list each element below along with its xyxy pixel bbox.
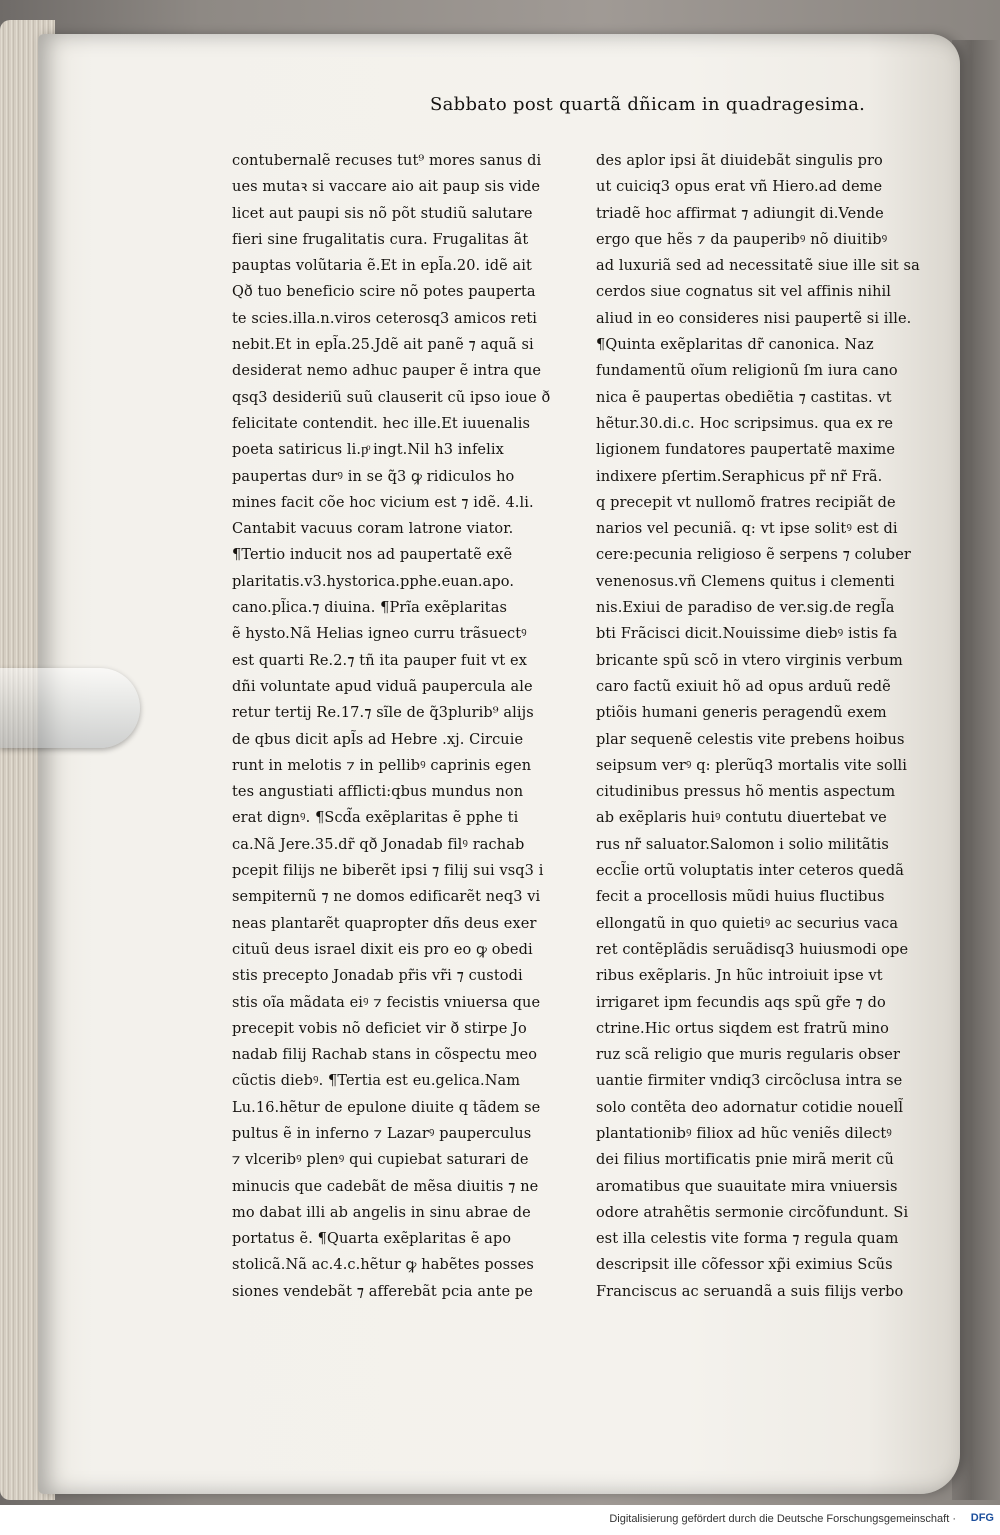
text-line: solo contẽta deo adornatur cotidie nouell̃ (596, 1099, 904, 1116)
text-line: stis oĩa mãdata eiꝰ ⁊ fecistis vniuersa que (232, 994, 541, 1011)
text-line: poeta satiricus li.pͦ ingt.Nil h3 infelix (232, 442, 504, 459)
text-line: fecit a procellosis mũdi huius fluctibus (596, 889, 885, 906)
text-line: desiderat nemo adhuc pauper ẽ intra que (232, 363, 542, 380)
page-clip (0, 668, 140, 748)
text-line: aromatibus que suauitate mira vniuersis (596, 1178, 898, 1195)
text-line: hẽtur.30.di.c. Hoc scripsimus. qua ex re (596, 415, 894, 432)
footer-credit: Digitalisierung gefördert durch die Deutsche Forschungsgemeinschaft · (609, 1513, 956, 1525)
text-line: ligionem fundatores paupertatẽ maxime (596, 442, 896, 459)
text-line: ptiõis humani generis peragendũ exem (596, 705, 887, 722)
text-line: ad luxuriã sed ad necessitatẽ siue ille sit sa (596, 258, 920, 275)
text-line: minucis que cadebãt de mẽsa diuitis ⁊ ne (232, 1178, 539, 1195)
text-line: pcepit filijs ne biberẽt ipsi ⁊ filij sui vsq3 i (232, 863, 544, 880)
text-line: Cantabit vacuus coram latrone viator. (232, 521, 514, 538)
text-line: plaritatis.v3.hystorica.pphe.euan.apo. (232, 573, 515, 590)
text-line: siones vendebãt ⁊ afferebãt pcia ante pe (232, 1283, 533, 1300)
text-line: precepit vobis nõ deficiet vir ð stirpe Jo (232, 1020, 527, 1037)
text-line: contubernalẽ recuses tut⁹ mores sanus di (232, 153, 542, 169)
text-line: ⁊ vlceribꝰ plenꝰ qui cupiebat saturari de (232, 1152, 529, 1169)
text-line: cano.pl̃ica.⁊ diuina. ¶Prĩa exẽplaritas (232, 600, 508, 617)
text-line: pauptas volũtaria ẽ.Et in epl̃a.20. idẽ ait (232, 258, 532, 275)
dfg-logo: DFG (970, 1512, 994, 1524)
text-line: dei filius mortificatis pnie mirã merit cũ (596, 1152, 894, 1169)
text-line: q precepit vt nullomõ fratres recipiãt de (596, 494, 896, 511)
text-line: indixere pſertim.Seraphicus pr̃ nr̃ Frã. (596, 468, 883, 485)
text-line: eccl̃ie ortũ voluptatis inter ceteros quedã (596, 863, 904, 880)
text-line: retur tertij Re.17.⁊ sĩle de q̃3plurib⁹ alijs (232, 705, 534, 722)
text-line: sempiternũ ⁊ ne domos edificarẽt neq3 vi (232, 889, 541, 906)
text-line: nica ẽ paupertas obediẽtia ⁊ castitas. vt (596, 389, 892, 406)
text-line: triadẽ hoc affirmat ⁊ adiungit di.Vende (596, 205, 884, 222)
text-line: bti Frãcisci dicit.Nouissime diebꝰ istis fa (596, 626, 898, 643)
text-line: ¶Quinta exẽplaritas dr̃ canonica. Naz (596, 337, 874, 354)
text-line: descripsit ille cõfessor xp̃i eximius Scũs (596, 1257, 893, 1274)
text-line: uantie firmiter vndiq3 circõclusa intra se (596, 1073, 903, 1090)
text-line: tes angustiati afflicti:qbus mundus non (232, 784, 524, 801)
text-line: plar sequenẽ celestis vite prebens hoibus (596, 731, 905, 748)
text-line: ca.Nã Jere.35.dr̃ qð Jonadab filꝰ rachab (232, 836, 525, 853)
text-line: de qbus dicit apl̃s ad Hebre .xj. Circuie (232, 731, 524, 748)
text-line: cere:pecunia religioso ẽ serpens ⁊ coluber (596, 547, 911, 564)
text-line: cerdos siue cognatus sit vel affinis nihil (596, 284, 891, 301)
text-line: nadab filij Rachab stans in cõspectu meo (232, 1047, 538, 1064)
text-line: pultus ẽ in inferno ⁊ Lazarꝰ pauperculus (232, 1125, 532, 1142)
text-line: stis precepto Jonadab pr̃is vr̃i ⁊ custodi (232, 968, 523, 985)
right-text-column (596, 148, 946, 1300)
text-line: runt in melotis ⁊ in pellibꝰ caprinis egen (232, 757, 532, 774)
text-line: qsq3 desideriũ suũ clauserit cũ ipso ioue ð (232, 389, 551, 406)
text-line: nis.Exiui de paradiso de ver.sig.de regl̃a (596, 600, 895, 617)
text-line: cũctis diebꝰ. ¶Tertia est eu.gelica.Nam (232, 1073, 521, 1090)
text-line: ribus exẽplaris. Jn hũc introiuit ipse vt (596, 968, 883, 985)
left-text-column (232, 148, 582, 1300)
text-line: des aplor ipsi ãt diuidebãt singulis pro (596, 153, 883, 169)
text-line: erat dignꝰ. ¶Scd̃a exẽplaritas ẽ pphe ti (232, 810, 519, 827)
text-line: te scies.illa.n.viros ceterosq3 amicos reti (232, 310, 538, 327)
text-line: ut cuiciq3 opus erat vñ Hiero.ad deme (596, 179, 883, 196)
text-line: est quarti Re.2.⁊ tñ ita pauper fuit vt ex (232, 652, 528, 669)
text-line: ues mutaꝛ si vaccare aio ait paup sis vide (232, 179, 541, 196)
text-line: ctrine.Hic ortus siqdem est fratrũ mino (596, 1020, 889, 1037)
text-line: licet aut paupi sis nõ põt studiũ salutare (232, 205, 533, 222)
text-line: citudinibus pressus hõ mentis aspectum (596, 784, 896, 801)
text-line: narios vel pecuniã. q: vt ipse solitꝰ est di (596, 521, 898, 538)
text-line: ellongatũ in quo quietiꝰ ac securius vaca (596, 915, 899, 932)
text-line: stolicã.Nã ac.4.c.hẽtur ꝙ habẽtes posses (232, 1257, 534, 1274)
text-line: odore atrahẽtis sermonie circõfundunt. Si (596, 1204, 909, 1221)
text-line: ruz scã religio que muris regularis obser (596, 1047, 900, 1064)
text-line: mo dabat illi ab angelis in sinu abrae de (232, 1204, 531, 1221)
text-line: felicitate contendit. hec ille.Et iuuenalis (232, 415, 531, 432)
text-line: aliud in eo consideres nisi paupertẽ si ille. (596, 310, 912, 327)
footer-bar (0, 1505, 1000, 1535)
text-line: Qð tuo beneficio scire nõ potes pauperta (232, 284, 536, 301)
text-line: nebit.Et in epl̃a.25.Jdẽ ait panẽ ⁊ aquã si (232, 337, 534, 354)
text-line: fieri sine frugalitatis cura. Frugalitas ãt (232, 231, 529, 248)
text-line: est illa celestis vite forma ⁊ regula quam (596, 1231, 899, 1248)
text-line: rus nr̃ saluator.Salomon i solio militãtis (596, 836, 889, 853)
text-line: neas plantarẽt quapropter dñs deus exer (232, 915, 537, 932)
text-line: ab exẽplaris huiꝰ contutu diuertebat ve (596, 810, 887, 827)
text-line: ergo que hẽs ⁊ da pauperibꝰ nõ diuitibꝰ (596, 231, 888, 248)
text-line: irrigaret ipm fecundis aqs spũ gr̃e ⁊ do (596, 994, 886, 1011)
text-line: paupertas durꝰ in se q̃3 ꝙ ridiculos ho (232, 468, 515, 485)
text-line: ¶Tertio inducit nos ad paupertatẽ exẽ (232, 547, 513, 564)
text-line: seipsum verꝰ q: plerũq3 mortalis vite solli (596, 757, 908, 774)
text-line: ret contẽplãdis seruãdisq3 huiusmodi ope (596, 941, 909, 958)
text-line: ẽ hysto.Nã Helias igneo curru trãsuectꝰ (232, 626, 527, 643)
text-line: fundamentũ oĩum religionũ ſm iura cano (596, 363, 898, 380)
text-line: bricante spũ scõ in vtero virginis verbum (596, 652, 903, 669)
text-line: portatus ẽ. ¶Quarta exẽplaritas ẽ apo (232, 1231, 512, 1248)
text-line: dñi voluntate apud viduã paupercula ale (232, 678, 533, 695)
text-line: Franciscus ac seruandã a suis filijs verbo (596, 1283, 904, 1300)
running-head: Sabbato post quartã dñicam in quadragesima. (430, 94, 866, 115)
text-line: plantationibꝰ filiox ad hũc veniẽs dilectꝰ (596, 1125, 892, 1142)
text-line: mines facit cõe hoc vicium est ⁊ idẽ. 4.li. (232, 494, 534, 511)
text-line: cituũ deus israel dixit eis pro eo ꝙ obedi (232, 941, 533, 958)
text-line: venenosus.vñ Clemens quitus i clementi (596, 573, 895, 590)
text-line: Lu.16.hẽtur de epulone diuite q tãdem se (232, 1099, 541, 1116)
text-line: caro factũ exiuit hõ ad opus arduũ redẽ (596, 678, 891, 695)
